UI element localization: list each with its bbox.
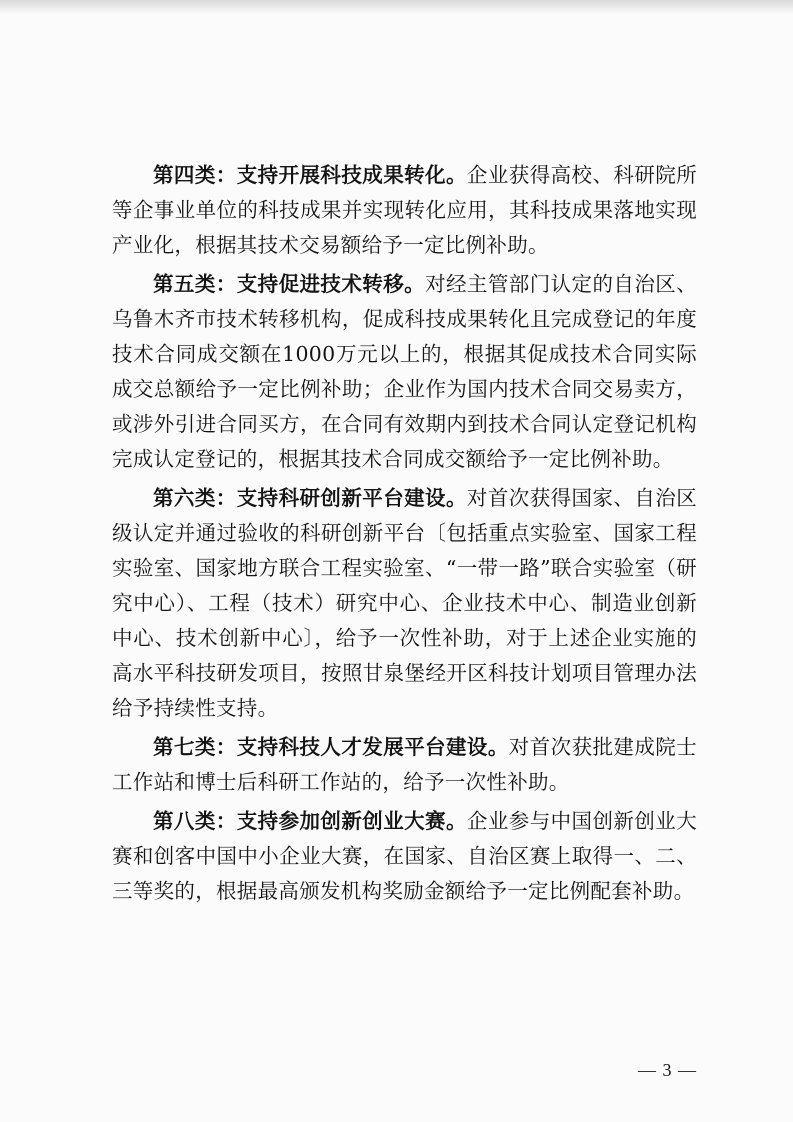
paragraph-lead: 第六类：支持科研创新平台建设。 [153, 486, 467, 510]
paragraph-category-8 [112, 804, 697, 909]
paragraph-category-6 [112, 481, 697, 726]
document-body [112, 158, 697, 909]
paragraph-lead: 第八类：支持参加创新创业大赛。 [153, 809, 467, 833]
paragraph-body: 企业参与中国创新创业大赛和创客中国中小企业大赛，在国家、自治区赛上取得一、二、三等奖的，根据最高颁发机构奖励金额给予一定比例配套补助。 [112, 809, 697, 903]
page-number: — 3 — [638, 1060, 697, 1080]
paragraph-category-4 [112, 158, 697, 263]
paragraph-body: 对经主管部门认定的自治区、乌鲁木齐市技术转移机构，促成科技成果转化且完成登记的年度技术合同成交额在1000万元以上的，根据其促成技术合同实际成交总额给予一定比例补助；企业作为国内技术合同交易卖方，或涉外引进合同买方，在合同有效期内到技术合同认定登记机构完成认定登记的，根据其技术合同成交额给予一定比例补助。 [112, 272, 697, 471]
paragraph-body: 对首次获得国家、自治区级认定并通过验收的科研创新平台〔包括重点实验室、国家工程实验室、国家地方联合工程实验室、“一带一路”联合实验室（研究中心）、工程（技术）研究中心、企业技术中心、制造业创新中心、技术创新中心〕，给予一次性补助，对于上述企业实施的高水平科技研发项目，按照甘泉堡经开区科技计划项目管理办法给予持续性支持。 [112, 486, 697, 720]
paragraph-lead: 第四类：支持开展科技成果转化。 [153, 163, 467, 187]
paragraph-lead: 第七类：支持科技人才发展平台建设。 [153, 735, 509, 759]
paragraph-body: 对首次获批建成院士工作站和博士后科研工作站的，给予一次性补助。 [112, 735, 698, 794]
paragraph-category-5 [112, 267, 697, 477]
paragraph-body: 企业获得高校、科研院所等企事业单位的科技成果并实现转化应用，其科技成果落地实现产业化，根据其技术交易额给予一定比例补助。 [112, 163, 697, 257]
scan-edge [0, 0, 793, 14]
paragraph-lead: 第五类：支持促进技术转移。 [153, 272, 426, 296]
paragraph-category-7 [112, 730, 697, 800]
